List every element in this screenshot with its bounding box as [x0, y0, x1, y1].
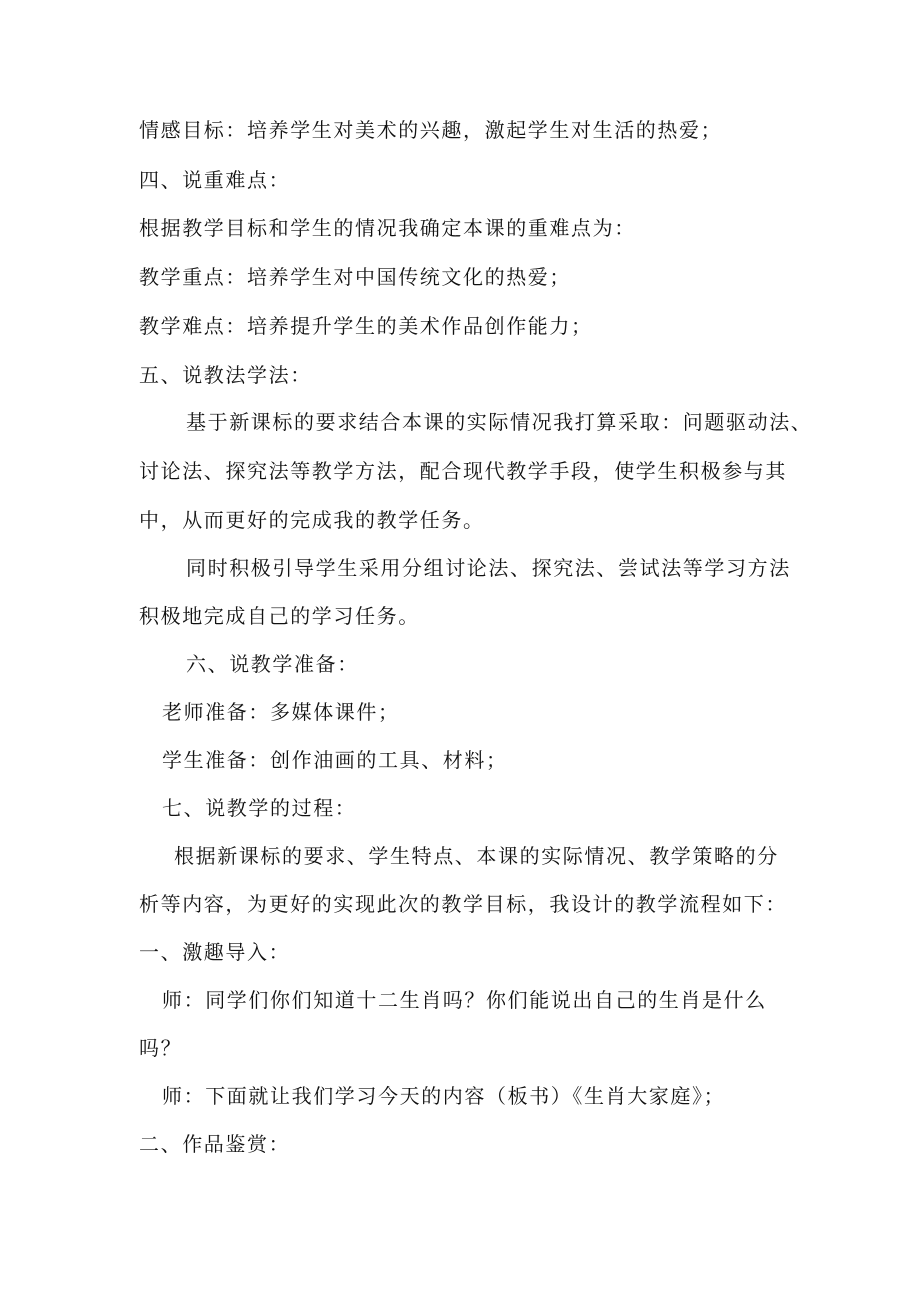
- section-6-heading: 六、说教学准备：: [186, 652, 359, 676]
- methods-paragraph-line-3: 中，从而更好的完成我的教学任务。: [139, 508, 485, 532]
- process-paragraph-line-1: 根据新课标的要求、学生特点、本课的实际情况、教学策略的分: [174, 844, 779, 868]
- emotion-goal-line: 情感目标：培养学生对美术的兴趣，激起学生对生活的热爱；: [139, 118, 723, 142]
- teacher-question-line-1: 师：同学们你们知道十二生肖吗？你们能说出自己的生肖是什么: [162, 988, 767, 1012]
- learning-methods-line-2: 积极地完成自己的学习任务。: [139, 604, 420, 628]
- step-2-heading: 二、作品鉴赏：: [139, 1132, 291, 1156]
- teaching-key-point: 教学重点：培养学生对中国传统文化的热爱；: [139, 265, 571, 289]
- section-4-heading: 四、说重难点：: [139, 168, 291, 192]
- teacher-introduction: 师：下面就让我们学习今天的内容（板书）《生肖大家庭》；: [162, 1084, 726, 1108]
- section-5-heading: 五、说教法学法：: [139, 363, 312, 387]
- process-paragraph-line-2: 析等内容，为更好的实现此次的教学目标，我设计的教学流程如下：: [139, 892, 787, 916]
- teacher-preparation: 老师准备：多媒体课件；: [162, 700, 400, 724]
- step-1-heading: 一、激趣导入：: [139, 940, 291, 964]
- teacher-question-line-2: 吗？: [139, 1036, 183, 1060]
- section-7-heading: 七、说教学的过程：: [162, 796, 357, 820]
- teaching-difficulty: 教学难点：培养提升学生的美术作品创作能力；: [139, 314, 593, 338]
- student-preparation: 学生准备：创作油画的工具、材料；: [162, 748, 508, 772]
- methods-paragraph-line-1: 基于新课标的要求结合本课的实际情况我打算采取：问题驱动法、: [186, 410, 813, 434]
- key-points-intro: 根据教学目标和学生的情况我确定本课的重难点为：: [139, 216, 636, 240]
- methods-paragraph-line-2: 讨论法、探究法等教学方法，配合现代教学手段，使学生积极参与其: [139, 459, 787, 483]
- learning-methods-line-1: 同时积极引导学生采用分组讨论法、探究法、尝试法等学习方法: [186, 556, 791, 580]
